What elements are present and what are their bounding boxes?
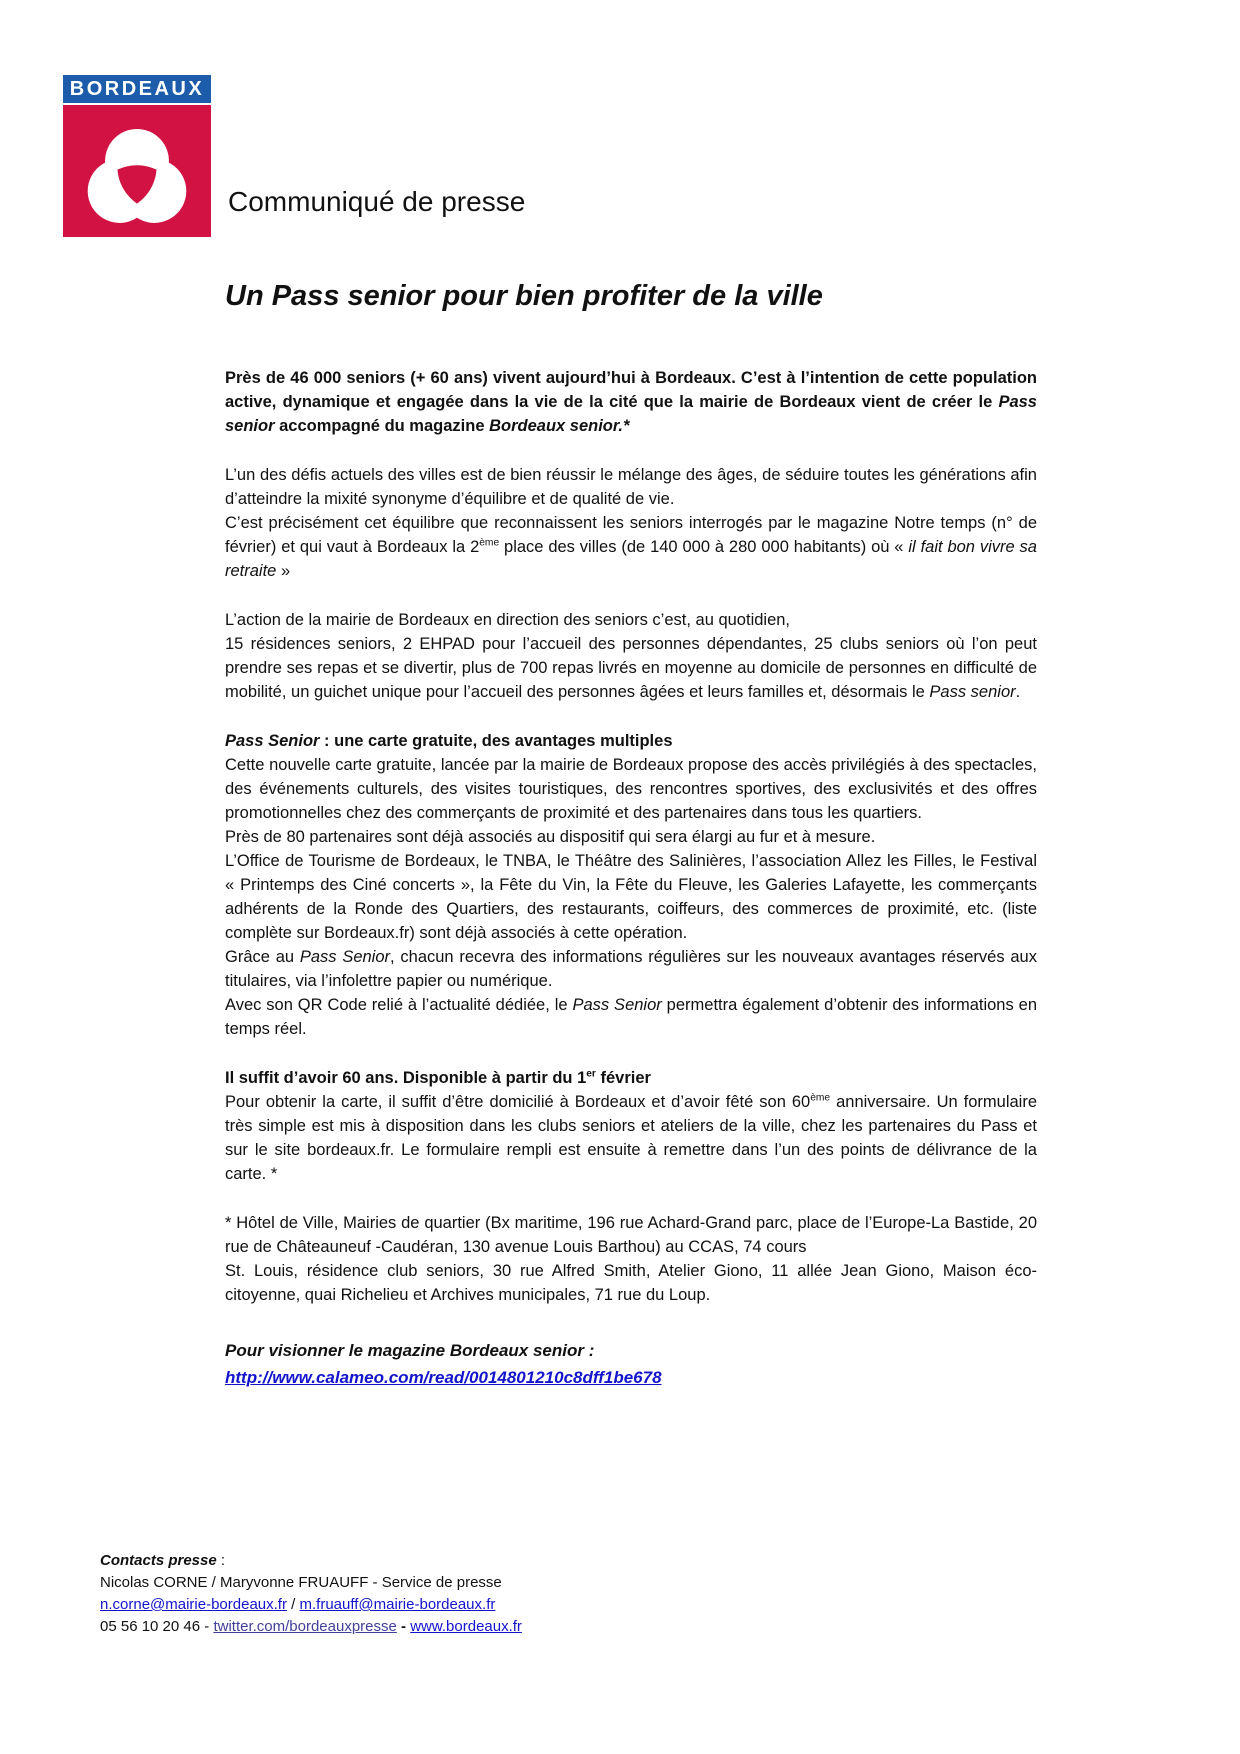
bordeaux-logo-emblem: [63, 105, 211, 237]
text-segment: /: [286, 1596, 300, 1613]
text-segment: place des villes (de 140 000 à 280 000 habitants) où «: [499, 538, 909, 556]
text-segment: Il suffit d’avoir 60 ans. Disponible à partir du 1: [225, 1069, 587, 1087]
paragraph-carte: [225, 753, 1037, 1041]
text-segment: Nicolas CORNE / Maryvonne FRUAUFF - Service de presse: [100, 1574, 502, 1591]
text-segment: Cette nouvelle carte gratuite, lancée par la mairie de Bordeaux propose des accès privilégiés à des spectacles, des événements culturels, des visites touristiques, des rencontres sportives, des exclusivités et des offres promotionnelles chez des commerçants de proximité et des partenaires dans tous les quartiers.: [225, 756, 1037, 822]
text-segment: anniversaire. Un formulaire très simple est mis à disposition dans les clubs seniors et ateliers de la ville, chez les partenaires du Pass et sur le site bordeaux.fr. Le formulaire rempli est ensuite à remettre dans l’un des points de délivrance de la carte. *: [225, 1093, 1037, 1183]
footnote-paragraph: [225, 1211, 1037, 1307]
text-segment: L’un des défis actuels des villes est de bien réussir le mélange des âges, de séduire toutes les générations afin d’atteindre la mixité synonyme d’équilibre et de qualité de vie.: [225, 466, 1037, 508]
doc-type-label: Communiqué de presse: [228, 186, 526, 217]
text-segment: Contacts presse: [100, 1552, 217, 1569]
link[interactable]: twitter.com/bordeauxpresse: [213, 1618, 397, 1635]
text-segment: permettra également d’obtenir des informations en temps réel.: [225, 996, 1037, 1038]
text-segment: Pass Senior: [225, 732, 320, 750]
text-segment: 05 56 10 20 46 -: [100, 1618, 214, 1635]
text-segment: ème: [479, 537, 500, 549]
text-segment: Pass senior: [225, 393, 1037, 435]
link[interactable]: http://www.calameo.com/read/0014801210c8dff1be678: [225, 1368, 662, 1387]
page-title: Un Pass senior pour bien profiter de la ville: [225, 280, 823, 312]
section-heading-carte: [225, 729, 1037, 753]
link[interactable]: n.corne@mairie-bordeaux.fr: [100, 1596, 287, 1613]
text-segment: Pour obtenir la carte, il suffit d’être domicilié à Bordeaux et d’avoir fêté son 60: [225, 1093, 811, 1111]
text-segment: il fait bon vivre sa retraite: [225, 538, 1037, 580]
text-segment: février: [595, 1069, 651, 1087]
text-segment: Près de 80 partenaires sont déjà associés au dispositif qui sera élargi au fur et à mesure.: [225, 828, 876, 846]
text-segment: »: [276, 562, 291, 580]
contacts-phone-links: [100, 1616, 800, 1638]
text-segment: Pass senior: [929, 683, 1016, 701]
contacts-emails: [100, 1594, 800, 1616]
text-segment: Grâce au: [225, 948, 300, 966]
text-segment: , chacun recevra des informations régulières sur les nouveaux avantages réservés aux titulaires, via l’infolettre papier ou numérique.: [225, 948, 1037, 990]
text-segment: * Hôtel de Ville, Mairies de quartier (Bx maritime, 196 rue Achard-Grand parc, place de l’Europe-La Bastide, 20 rue de Châteauneuf -Caudéran, 130 avenue Louis Barthou) au CCAS, 74 cours: [225, 1214, 1037, 1256]
paragraph-action-mairie: [225, 608, 1037, 704]
bordeaux-logo-text: BORDEAUX: [69, 77, 205, 100]
text-segment: ème: [810, 1092, 831, 1104]
text-segment: accompagné du magazine: [274, 417, 490, 435]
text-segment: Pass Senior: [572, 996, 662, 1014]
text-segment: St. Louis, résidence club seniors, 30 rue Alfred Smith, Atelier Giono, 11 allée Jean Giono, Maison éco-citoyenne, quai Richelieu et Archives municipales, 71 rue du Loup.: [225, 1262, 1037, 1304]
section-heading-60ans: [225, 1066, 1037, 1090]
text-segment: 15 résidences seniors, 2 EHPAD pour l’accueil des personnes dépendantes, 25 clubs seniors où l’on peut prendre ses repas et se divertir, plus de 700 repas livrés en moyenne au domicile de personnes en difficulté de mobilité, un guichet unique pour l’accueil des personnes âgées et leurs familles et, désormais le: [225, 635, 1037, 701]
link[interactable]: www.bordeaux.fr: [410, 1618, 522, 1635]
text-segment: Près de 46 000 seniors (+ 60 ans) vivent aujourd’hui à Bordeaux. C’est à l’intention de cette population active, dynamique et engagée dans la vie de la cité que la mairie de Bordeaux vient de créer le: [225, 369, 1037, 411]
paragraph-defis: [225, 463, 1037, 583]
contacts-team: [100, 1572, 800, 1594]
text-segment: Bordeaux senior.*: [489, 417, 630, 435]
contacts-label: [100, 1550, 800, 1572]
paragraph-obtenir: [225, 1090, 1037, 1186]
text-segment: :: [216, 1552, 226, 1569]
text-segment: er: [586, 1068, 596, 1080]
link[interactable]: m.fruauff@mairie-bordeaux.fr: [299, 1596, 496, 1613]
bordeaux-logo-wordmark: [63, 75, 211, 103]
press-contacts: [100, 1550, 800, 1638]
trefoil-crescent-icon: [80, 116, 194, 230]
text-segment: : une carte gratuite, des avantages multiples: [319, 732, 673, 750]
magazine-link-block: [225, 1337, 1037, 1391]
text-segment: L’action de la mairie de Bordeaux en direction des seniors c’est, au quotidien,: [225, 611, 791, 629]
text-segment: Pass Senior: [299, 948, 391, 966]
text-segment: L’Office de Tourisme de Bordeaux, le TNBA, le Théâtre des Salinières, l’association Allez les Filles, le Festival « Printemps des Ciné concerts », la Fête du Vin, la Fête du Fleuve, les Galeries Lafayette, les commerçants adhérents de la Ronde des Quartiers, des restaurants, coiffeurs, des commerces de proximité, etc. (liste complète sur Bordeaux.fr) sont déjà associés à cette opération.: [225, 852, 1037, 942]
main-content: [225, 278, 1037, 1391]
text-segment: C’est précisément cet équilibre que reconnaissent les seniors interrogés par le magazine Notre temps (n° de février) et qui vaut à Bordeaux la 2: [225, 514, 1037, 556]
text-segment: Pour visionner le magazine Bordeaux senior :: [225, 1341, 595, 1360]
text-segment: Avec son QR Code relié à l’actualité dédiée, le: [225, 996, 573, 1014]
intro-paragraph: [225, 366, 1037, 438]
bordeaux-logo: [63, 75, 211, 237]
text-segment: -: [401, 1618, 407, 1635]
text-segment: .: [1015, 683, 1021, 701]
